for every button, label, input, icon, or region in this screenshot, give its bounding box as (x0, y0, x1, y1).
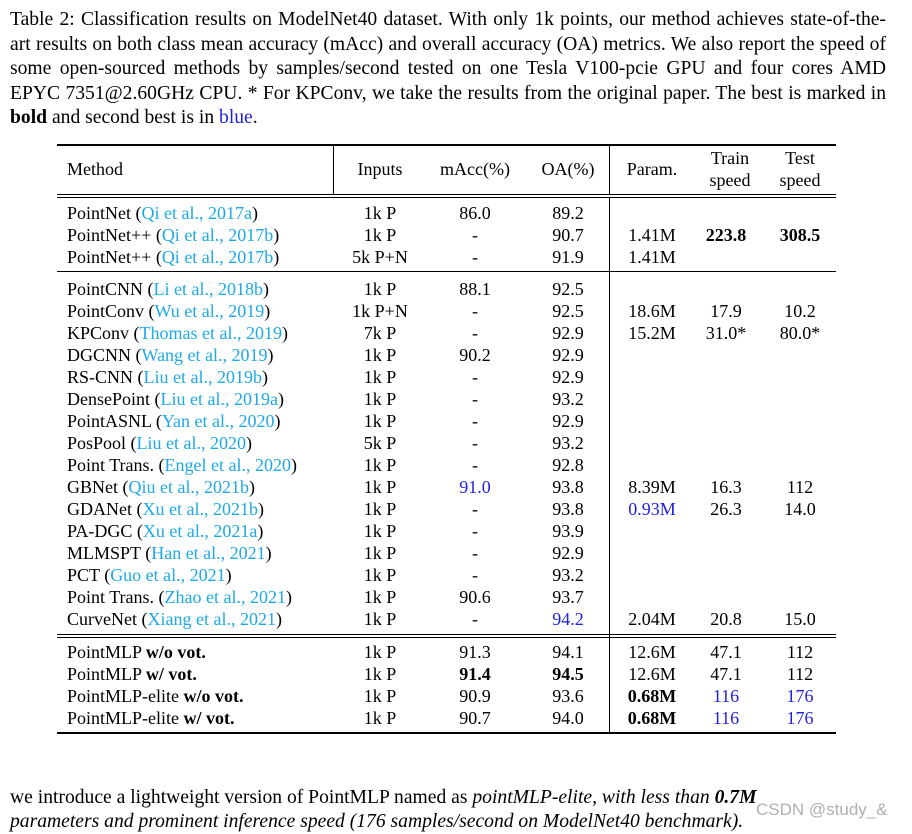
method-cell: Point Trans. (Zhao et al., 2021) (67, 587, 293, 607)
citation-link[interactable]: Qi et al., 2017a (141, 203, 252, 223)
oa-cell: 93.2 (552, 433, 584, 453)
train-cell: 47.1 (710, 664, 742, 684)
macc-cell: - (472, 389, 478, 409)
method-cell: PointNet++ (Qi et al., 2017b) (67, 225, 280, 245)
macc-cell: 90.6 (459, 587, 491, 607)
inputs-cell: 7k P (363, 323, 397, 343)
citation-link[interactable]: Zhao et al., 2021 (164, 587, 287, 607)
header-train-line1: Train (710, 148, 750, 168)
bottom-rule (57, 732, 836, 734)
citation-link[interactable]: Han et al., 2021 (151, 543, 266, 563)
caption-bold-word: bold (10, 107, 48, 129)
macc-cell: 86.0 (459, 203, 491, 223)
oa-cell: 93.2 (552, 389, 584, 409)
param-cell: 1.41M (628, 247, 676, 267)
oa-cell: 90.7 (552, 225, 584, 245)
macc-cell: 91.3 (459, 642, 491, 662)
method-cell: PointNet (Qi et al., 2017a) (67, 203, 258, 223)
method-name: GDANet (67, 499, 132, 519)
method-name: PointMLP-elite (67, 708, 179, 728)
method-name: PointMLP (67, 642, 142, 662)
caption-blue-word: blue (219, 107, 253, 129)
oa-cell: 94.2 (552, 609, 584, 629)
macc-cell: - (472, 301, 478, 321)
inputs-cell: 1k P (363, 686, 397, 706)
param-cell: 0.68M (627, 686, 677, 706)
citation-link[interactable]: Xiang et al., 2021 (147, 609, 276, 629)
method-name: Point Trans. (67, 455, 155, 475)
header-test-line2: speed (779, 170, 821, 190)
oa-cell: 92.9 (552, 367, 584, 387)
group-rule-2b (57, 637, 836, 638)
macc-cell: - (472, 609, 478, 629)
method-cell: KPConv (Thomas et al., 2019) (67, 323, 288, 343)
method-cell: PA-DGC (Xu et al., 2021a) (67, 521, 264, 541)
inputs-cell: 1k P (363, 477, 397, 497)
macc-cell: - (472, 521, 478, 541)
macc-cell: - (472, 455, 478, 475)
test-cell: 112 (786, 664, 814, 684)
method-cell: PointCNN (Li et al., 2018b) (67, 279, 270, 299)
macc-cell: 91.4 (459, 664, 491, 684)
train-cell: 17.9 (710, 301, 742, 321)
macc-cell: - (472, 225, 478, 245)
oa-cell: 93.8 (552, 477, 584, 497)
header-rule-2 (57, 197, 836, 198)
citation-link[interactable]: Li et al., 2018b (153, 279, 264, 299)
oa-cell: 89.2 (552, 203, 584, 223)
method-cell: PointASNL (Yan et al., 2020) (67, 411, 281, 431)
inputs-cell: 1k P (363, 203, 397, 223)
test-cell: 10.2 (784, 301, 816, 321)
citation-link[interactable]: Xu et al., 2021b (142, 499, 258, 519)
method-name: PointNet++ (67, 225, 152, 245)
method-name: MLMSPT (67, 543, 141, 563)
method-cell: DensePoint (Liu et al., 2019a) (67, 389, 284, 409)
method-cell: PosPool (Liu et al., 2020) (67, 433, 253, 453)
caption-label: Table 2: (10, 9, 75, 30)
citation-link[interactable]: Engel et al., 2020 (164, 455, 292, 475)
train-cell: 20.8 (710, 609, 742, 629)
oa-cell: 92.9 (552, 411, 584, 431)
bottom-text-part2: pointMLP-elite (472, 787, 593, 808)
train-cell: 223.8 (705, 225, 747, 245)
method-name: CurveNet (67, 609, 137, 629)
method-name: Point Trans. (67, 587, 155, 607)
param-cell: 1.41M (628, 225, 676, 245)
method-name: PointNet (67, 203, 132, 223)
param-cell: 12.6M (628, 664, 676, 684)
method-cell: PointConv (Wu et al., 2019) (67, 301, 271, 321)
train-cell: 16.3 (710, 477, 742, 497)
method-cell: DGCNN (Wang et al., 2019) (67, 345, 274, 365)
method-cell: MLMSPT (Han et al., 2021) (67, 543, 272, 563)
group-rule-2a (57, 634, 836, 635)
inputs-cell: 1k P (363, 521, 397, 541)
macc-cell: - (472, 433, 478, 453)
method-cell: GDANet (Xu et al., 2021b) (67, 499, 264, 519)
method-name: RS-CNN (67, 367, 134, 387)
method-cell (67, 641, 206, 663)
oa-cell: 94.1 (552, 642, 584, 662)
oa-cell: 92.9 (552, 345, 584, 365)
train-cell: 26.3 (710, 499, 742, 519)
citation-link[interactable]: Liu et al., 2020 (136, 433, 247, 453)
macc-cell: 90.7 (459, 708, 491, 728)
method-cell (67, 707, 235, 729)
inputs-cell: 1k P (363, 565, 397, 585)
header-macc: mAcc(%) (440, 159, 510, 179)
train-cell: 47.1 (710, 642, 742, 662)
test-cell: 308.5 (779, 225, 821, 245)
method-name: PointMLP (67, 664, 142, 684)
header-method: Method (67, 159, 123, 179)
top-rule (57, 144, 836, 146)
macc-cell: - (472, 565, 478, 585)
caption-text-end: . (252, 107, 258, 129)
inputs-cell: 1k P (363, 543, 397, 563)
method-name: PCT (67, 565, 100, 585)
macc-cell: - (472, 543, 478, 563)
inputs-cell: 1k P (363, 389, 397, 409)
citation-link[interactable]: Liu et al., 2019a (160, 389, 278, 409)
header-rule-1 (57, 194, 836, 195)
macc-cell: - (472, 367, 478, 387)
test-cell: 80.0* (779, 323, 821, 343)
table-caption (10, 8, 886, 131)
method-cell (67, 663, 197, 685)
citation-link[interactable]: Qi et al., 2017b (161, 247, 274, 267)
method-cell (67, 685, 244, 707)
inputs-cell: 1k P (363, 225, 397, 245)
method-name: PointASNL (67, 411, 152, 431)
oa-cell: 94.0 (552, 708, 584, 728)
train-cell: 116 (712, 708, 740, 728)
param-cell: 15.2M (628, 323, 676, 343)
citation-link[interactable]: Qiu et al., 2021b (128, 477, 249, 497)
param-cell: 8.39M (628, 477, 676, 497)
param-cell: 2.04M (628, 609, 676, 629)
inputs-cell: 1k P (363, 708, 397, 728)
method-name: DensePoint (67, 389, 150, 409)
oa-cell: 92.9 (552, 323, 584, 343)
inputs-cell: 1k P (363, 411, 397, 431)
test-cell: 112 (786, 477, 814, 497)
train-cell: 31.0* (705, 323, 747, 343)
citation-link[interactable]: Wu et al., 2019 (154, 301, 265, 321)
bottom-text-part4: 0.7M (714, 787, 757, 808)
method-variant: w/o vot. (145, 642, 206, 662)
method-variant: w/ vot. (145, 664, 197, 684)
inputs-cell: 1k P (363, 279, 397, 299)
inputs-cell: 1k P (363, 367, 397, 387)
bottom-text-part1: we introduce a lightweight version of PointMLP named as (10, 787, 473, 808)
macc-cell: 91.0 (459, 477, 491, 497)
macc-cell: 90.9 (459, 686, 491, 706)
method-cell: CurveNet (Xiang et al., 2021) (67, 609, 282, 629)
macc-cell: 88.1 (459, 279, 491, 299)
oa-cell: 94.5 (552, 664, 584, 684)
inputs-cell: 1k P (363, 345, 397, 365)
macc-cell: - (472, 411, 478, 431)
oa-cell: 92.9 (552, 543, 584, 563)
macc-cell: - (472, 247, 478, 267)
inputs-cell: 1k P (363, 609, 397, 629)
oa-cell: 92.8 (552, 455, 584, 475)
method-name: PointConv (67, 301, 145, 321)
oa-cell: 93.6 (552, 686, 584, 706)
inputs-cell: 5k P+N (352, 247, 408, 267)
test-cell: 176 (786, 708, 814, 728)
oa-cell: 92.5 (552, 301, 584, 321)
test-cell: 14.0 (784, 499, 816, 519)
macc-cell: - (472, 323, 478, 343)
oa-cell: 93.2 (552, 565, 584, 585)
inputs-cell: 1k P (363, 455, 397, 475)
inputs-cell: 5k P (363, 433, 397, 453)
bottom-text-part5: parameters and prominent inference speed (176 samples/second on ModelNet40 benchmark). (10, 811, 744, 832)
citation-link[interactable]: Thomas et al., 2019 (139, 323, 282, 343)
method-variant: w/ vot. (183, 708, 235, 728)
param-cell: 18.6M (628, 301, 676, 321)
param-cell: 0.68M (627, 708, 677, 728)
method-name: KPConv (67, 323, 130, 343)
test-cell: 15.0 (784, 609, 816, 629)
test-cell: 112 (786, 642, 814, 662)
method-cell: Point Trans. (Engel et al., 2020) (67, 455, 298, 475)
inputs-cell: 1k P (363, 642, 397, 662)
method-name: PointCNN (67, 279, 144, 299)
method-name: PointNet++ (67, 247, 152, 267)
group-rule-1 (57, 271, 836, 272)
header-param: Param. (626, 159, 678, 179)
method-cell: PointNet++ (Qi et al., 2017b) (67, 247, 280, 267)
method-name: DGCNN (67, 345, 132, 365)
inputs-cell: 1k P (363, 587, 397, 607)
citation-link[interactable]: Yan et al., 2020 (161, 411, 275, 431)
vline-method (333, 146, 334, 194)
inputs-cell: 1k P+N (352, 301, 408, 321)
watermark: CSDN @study_& (756, 800, 888, 819)
method-cell: GBNet (Qiu et al., 2021b) (67, 477, 255, 497)
header-oa: OA(%) (541, 159, 595, 179)
param-cell: 0.93M (628, 499, 676, 519)
citation-link[interactable]: Xu et al., 2021a (142, 521, 258, 541)
macc-cell: 90.2 (459, 345, 491, 365)
caption-text-middle: and second best is in (47, 107, 220, 129)
oa-cell: 91.9 (552, 247, 584, 267)
inputs-cell: 1k P (363, 664, 397, 684)
method-variant: w/o vot. (183, 686, 244, 706)
test-cell: 176 (786, 686, 814, 706)
macc-cell: - (472, 499, 478, 519)
bottom-text-part3: , with less than (592, 787, 715, 808)
param-cell: 12.6M (628, 642, 676, 662)
method-cell: RS-CNN (Liu et al., 2019b) (67, 367, 268, 387)
train-cell: 116 (712, 686, 740, 706)
header-test-line1: Test (785, 148, 815, 168)
header-inputs: Inputs (357, 159, 403, 179)
oa-cell: 93.9 (552, 521, 584, 541)
citation-link[interactable]: Qi et al., 2017b (161, 225, 274, 245)
header-train-line2: speed (709, 170, 751, 190)
method-cell: PCT (Guo et al., 2021) (67, 565, 232, 585)
citation-link[interactable]: Wang et al., 2019 (141, 345, 268, 365)
citation-link[interactable]: Liu et al., 2019b (143, 367, 262, 387)
method-name: GBNet (67, 477, 118, 497)
oa-cell: 93.7 (552, 587, 584, 607)
inputs-cell: 1k P (363, 499, 397, 519)
oa-cell: 93.8 (552, 499, 584, 519)
method-name: PosPool (67, 433, 127, 453)
citation-link[interactable]: Guo et al., 2021 (110, 565, 226, 585)
method-name: PA-DGC (67, 521, 133, 541)
method-name: PointMLP-elite (67, 686, 179, 706)
caption-text-before: Classification results on ModelNet40 dataset. With only 1k points, our method achieves state-of-the-art results on both class mean accuracy (mAcc) and overall accuracy (OA) metrics. We also report the speed of some open-sourced methods by samples/second tested on one Tesla V100-pcie GPU and four cores AMD EPYC 7351@2.60GHz CPU. * For KPConv, we take the results from the original paper. The best is marked in (10, 9, 886, 104)
oa-cell: 92.5 (552, 279, 584, 299)
